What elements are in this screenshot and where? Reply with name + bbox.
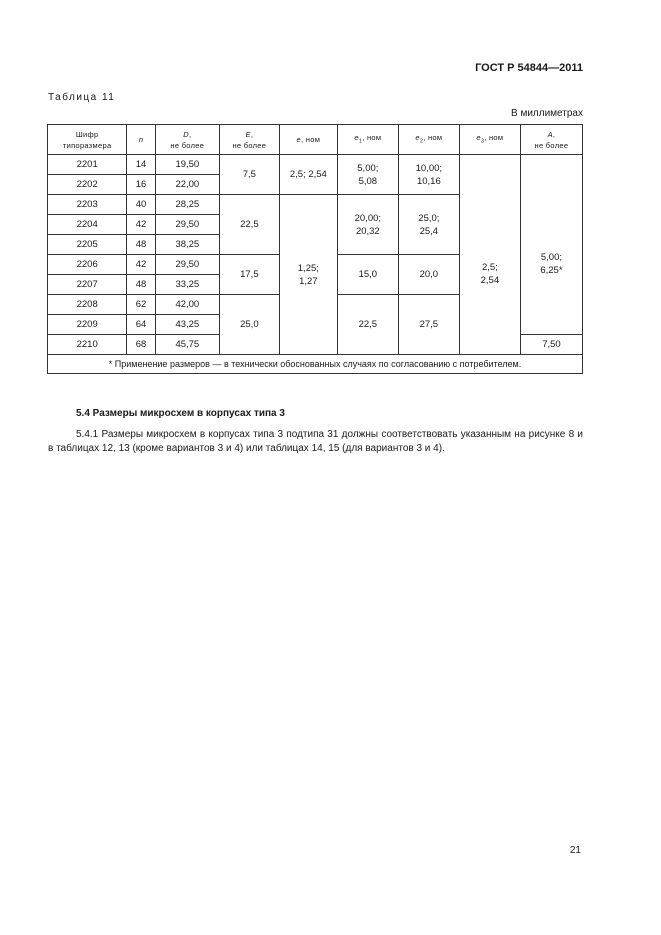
cell-n: 64 — [127, 315, 155, 335]
cell-e3: 2,5; 2,54 — [459, 195, 520, 355]
table-row — [48, 195, 583, 215]
cell-code: 2210 — [48, 335, 127, 355]
cell-e1: 20,00; 20,32 — [337, 195, 398, 255]
header-D: D, не более — [155, 125, 219, 155]
cell-A: 7,50 — [520, 335, 582, 355]
cell-D: 22,00 — [155, 175, 219, 195]
standard-number: ГОСТ Р 54844—2011 — [475, 62, 583, 74]
header-e1: $e_1$, ном — [337, 125, 398, 155]
cell-n: 16 — [127, 175, 155, 195]
cell-n: 40 — [127, 195, 155, 215]
cell-n: 48 — [127, 235, 155, 255]
cell-E: 25,0 — [219, 295, 279, 355]
header-e2: $e_2$, ном — [398, 125, 459, 155]
cell-code: 2204 — [48, 215, 127, 235]
cell-n: 68 — [127, 335, 155, 355]
cell-code: 2205 — [48, 235, 127, 255]
header-e3: $e_3$, ном — [459, 125, 520, 155]
cell-D: 43,25 — [155, 315, 219, 335]
cell-e: 1,25; 1,27 — [279, 195, 337, 355]
cell-E: 7,5 — [219, 155, 279, 195]
section-heading: 5.4 Размеры микросхем в корпусах типа 3 — [76, 408, 285, 419]
cell-E: 17,5 — [219, 255, 279, 295]
cell-code: 2202 — [48, 175, 127, 195]
header-e: e, ном — [279, 125, 337, 155]
cell-code: 2203 — [48, 195, 127, 215]
cell-D: 29,50 — [155, 215, 219, 235]
header-n: n — [127, 125, 155, 155]
cell-n: 42 — [127, 255, 155, 275]
table-units: В миллиметрах — [511, 108, 583, 119]
page-number: 21 — [569, 845, 581, 856]
cell-n: 42 — [127, 215, 155, 235]
cell-e2: 10,00; 10,16 — [398, 155, 459, 195]
cell-D: 29,50 — [155, 255, 219, 275]
cell-n: 14 — [127, 155, 155, 175]
cell-e1: 22,5 — [337, 295, 398, 355]
cell-e2: 25,0; 25,4 — [398, 195, 459, 255]
section-paragraph: 5.4.1 Размеры микросхем в корпусах типа 3 подтипа 31 должны соответствовать указанным на рисунке 8 и в таблицах 12, 13 (кроме вариантов 3 и 4) или таблицах 14, 15 (для вариантов 3 и 4). — [48, 429, 583, 454]
header-E: E, не более — [219, 125, 279, 155]
cell-e: 2,5; 2,54 — [279, 155, 337, 195]
cell-e1: 15,0 — [337, 255, 398, 295]
table-caption: Таблица 11 — [48, 92, 116, 103]
header-A: A, не более — [520, 125, 582, 155]
cell-e1: 5,00; 5,08 — [337, 155, 398, 195]
cell-D: 19,50 — [155, 155, 219, 175]
cell-D: 45,75 — [155, 335, 219, 355]
cell-code: 2201 — [48, 155, 127, 175]
table-footnote: * Применение размеров — в технически обоснованных случаях по согласованию с потребителем. — [48, 355, 583, 374]
cell-code: 2206 — [48, 255, 127, 275]
cell-D: 42,00 — [155, 295, 219, 315]
table-row — [48, 155, 583, 175]
cell-code: 2208 — [48, 295, 127, 315]
cell-code: 2209 — [48, 315, 127, 335]
cell-D: 28,25 — [155, 195, 219, 215]
cell-e2: 20,0 — [398, 255, 459, 295]
cell-n: 48 — [127, 275, 155, 295]
cell-A: 5,00; 6,25* — [520, 195, 582, 335]
cell-e2: 27,5 — [398, 295, 459, 355]
cell-D: 38,25 — [155, 235, 219, 255]
cell-e3-empty — [459, 155, 520, 195]
cell-A-empty — [520, 155, 582, 195]
cell-D: 33,25 — [155, 275, 219, 295]
table-footnote-row — [48, 355, 583, 374]
cell-n: 62 — [127, 295, 155, 315]
dimensions-table — [47, 124, 583, 374]
cell-code: 2207 — [48, 275, 127, 295]
cell-E: 22,5 — [219, 195, 279, 255]
header-code: Шифр типоразмера — [48, 125, 127, 155]
